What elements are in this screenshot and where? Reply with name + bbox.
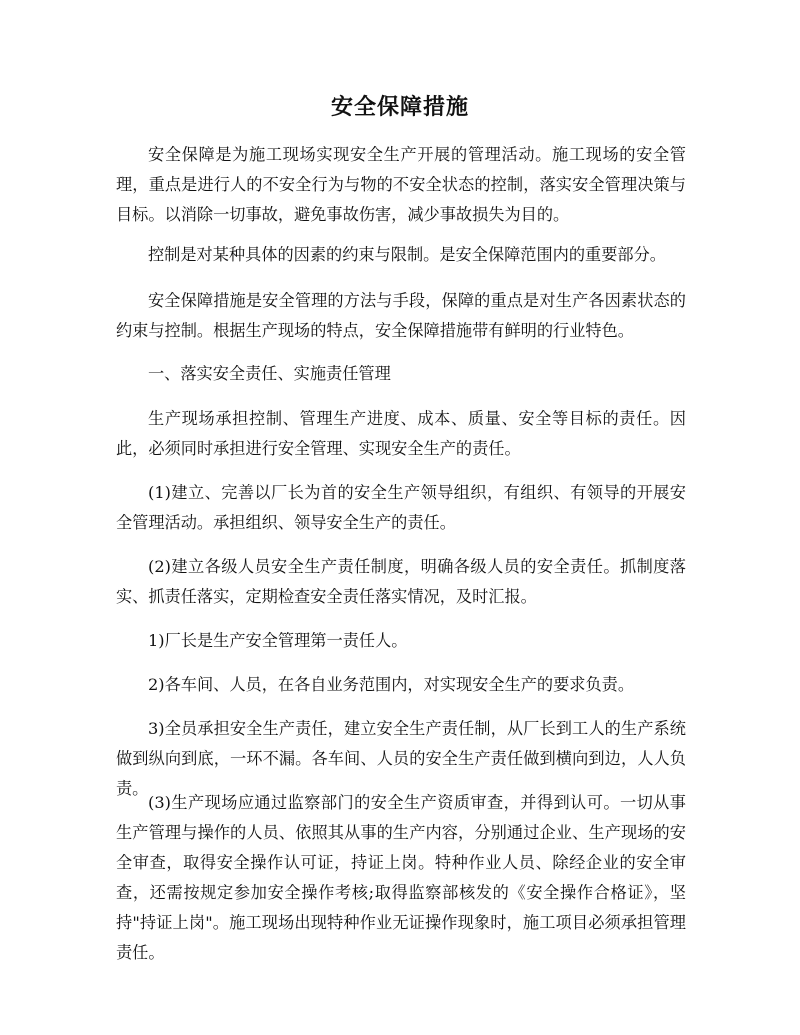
document-title: 安全保障措施	[330, 94, 469, 120]
paragraph-item-3: (3)生产现场应通过监察部门的安全生产资质审查，并得到认可。一切从事生产管理与操作的人员、依照其从事的生产内容，分别通过企业、生产现场的安全审查，取得安全操作认可证，持证上岗。特种作业人员、除经企业的安全审查，还需按规定参加安全操作考核;取得监察部核发的《安全操作合格证》，坚持"持证上岗"。施工现场出现特种作业无证操作现象时，施工项目必须承担管理责任。	[116, 793, 686, 962]
paragraph-subitem-1: 1)厂长是生产安全管理第一责任人。	[148, 631, 408, 650]
paragraph-measures: 安全保障措施是安全管理的方法与手段，保障的重点是对生产各因素状态的约束与控制。根据生产现场的特点，安全保障措施带有鲜明的行业特色。	[116, 291, 686, 340]
paragraph-responsibility: 生产现场承担控制、管理生产进度、成本、质量、安全等目标的责任。因此，必须同时承担进行安全管理、实现安全生产的责任。	[116, 409, 686, 458]
paragraph-subitem-2: 2)各车间、人员，在各自业务范围内，对实现安全生产的要求负责。	[148, 675, 635, 694]
paragraph-subitem-3: 3)全员承担安全生产责任，建立安全生产责任制，从厂长到工人的生产系统做到纵向到底，一环不漏。各车间、人员的安全生产责任做到横向到边，人人负责。	[116, 719, 686, 798]
paragraph-item-1: (1)建立、完善以厂长为首的安全生产领导组织，有组织、有领导的开展安全管理活动。承担组织、领导安全生产的责任。	[116, 483, 686, 532]
paragraph-intro: 安全保障是为施工现场实现安全生产开展的管理活动。施工现场的安全管理，重点是进行人的不安全行为与物的不安全状态的控制，落实安全管理决策与目标。以消除一切事故，避免事故伤害，减少事故损失为目的。	[116, 145, 686, 224]
paragraph-item-2: (2)建立各级人员安全生产责任制度，明确各级人员的安全责任。抓制度落实、抓责任落实，定期检查安全责任落实情况，及时汇报。	[116, 557, 686, 606]
paragraph-control-definition: 控制是对某种具体的因素的约束与限制。是安全保障范围内的重要部分。	[148, 245, 666, 264]
section-heading-1: 一、落实安全责任、实施责任管理	[148, 364, 391, 383]
